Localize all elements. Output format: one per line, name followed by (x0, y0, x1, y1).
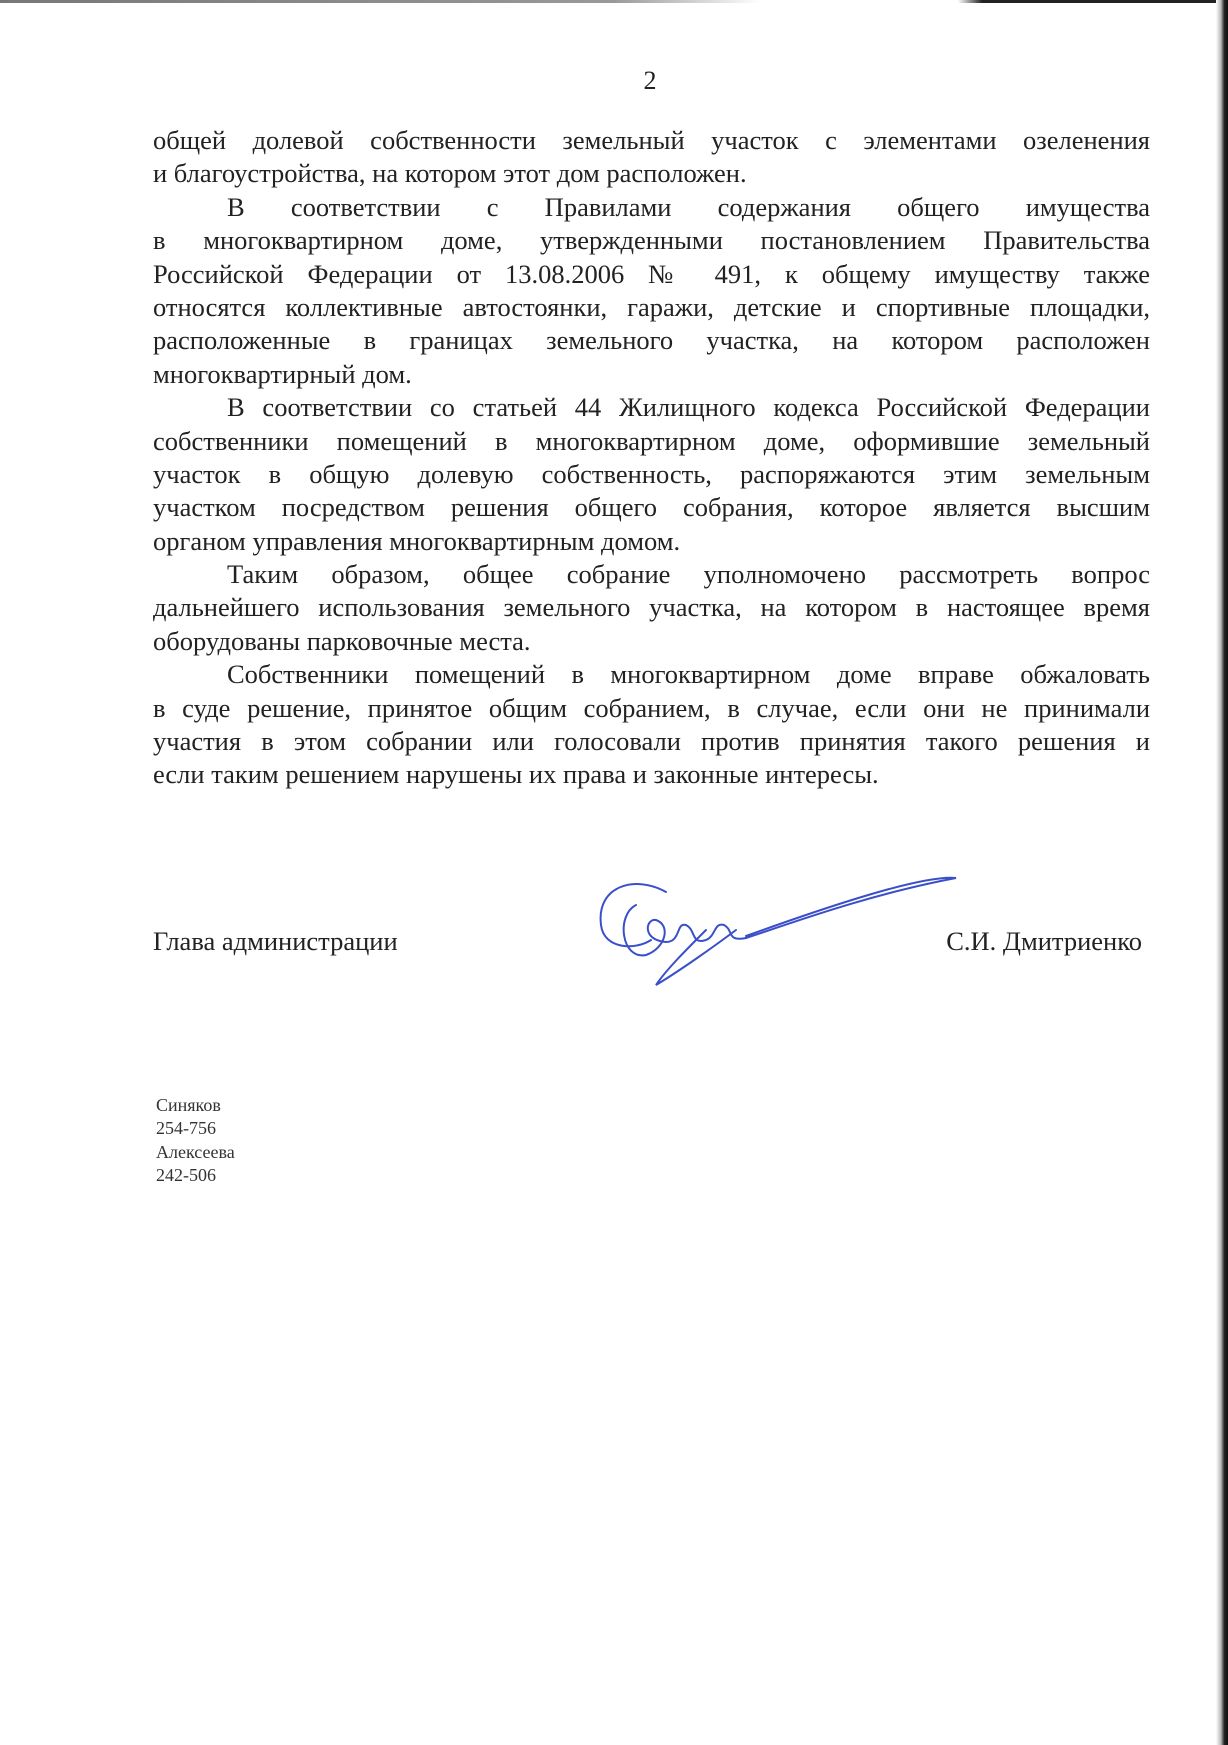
scan-edge-right (1216, 0, 1228, 1745)
text-line: участок в общую долевую собственность, распоряжаются этим земельным (153, 458, 1150, 489)
text-line: Таким образом, общее собрание уполномочено рассмотреть вопрос (227, 559, 1150, 590)
text-line: Российской Федерации от 13.08.2006 № 491, к общему имуществу также (153, 258, 1150, 289)
document-body (153, 124, 1150, 792)
text-line: В соответствии со статьей 44 Жилищного кодекса Российской Федерации (227, 392, 1150, 423)
page-number: 2 (643, 66, 657, 95)
contact-line: Синяков (156, 1095, 221, 1115)
executor-contacts (156, 1094, 235, 1187)
paragraph (153, 558, 1150, 658)
text-line: участия в этом собрании или голосовали против принятия такого решения и (153, 726, 1150, 757)
text-line: В соответствии с Правилами содержания общего имущества (227, 191, 1150, 222)
text-line: в многоквартирном доме, утвержденными постановлением Правительства (153, 225, 1150, 256)
text-line: собственники помещений в многоквартирном доме, оформившие земельный (153, 425, 1150, 456)
paragraph (153, 124, 1150, 191)
contact-line: Алексеева (156, 1141, 235, 1162)
text-line: Собственники помещений в многоквартирном доме вправе обжаловать (227, 659, 1150, 690)
scan-edge-top (0, 0, 1228, 3)
text-line: общей долевой собственности земельный участок с элементами озеленения (153, 125, 1150, 155)
text-line: дальнейшего использования земельного участка, на котором в настоящее время (153, 592, 1150, 623)
paragraph (153, 391, 1150, 558)
signatory-position: Глава администрации (153, 926, 398, 956)
text-line: многоквартирный дом. (153, 358, 412, 389)
paragraph (153, 658, 1150, 792)
text-line: органом управления многоквартирным домом. (153, 525, 681, 556)
handwritten-signature (596, 870, 966, 990)
contact-line: 242-506 (156, 1164, 216, 1185)
text-line: если таким решением нарушены их права и законные интересы. (153, 759, 879, 790)
text-line: расположенные в границах земельного участка, на котором расположен (153, 325, 1150, 356)
text-line: и благоустройства, на котором этот дом расположен. (153, 158, 747, 189)
text-line: относятся коллективные автостоянки, гаражи, детские и спортивные площадки, (153, 291, 1150, 322)
text-line: в суде решение, принятое общим собранием, в случае, если они не принимали (153, 692, 1150, 723)
text-line: участком посредством решения общего собрания, которое является высшим (153, 492, 1150, 523)
paragraph (153, 191, 1150, 391)
contact-line: 254-756 (156, 1118, 216, 1139)
signatory-name: С.И. Дмитриенко (946, 926, 1142, 956)
text-line: оборудованы парковочные места. (153, 625, 531, 656)
